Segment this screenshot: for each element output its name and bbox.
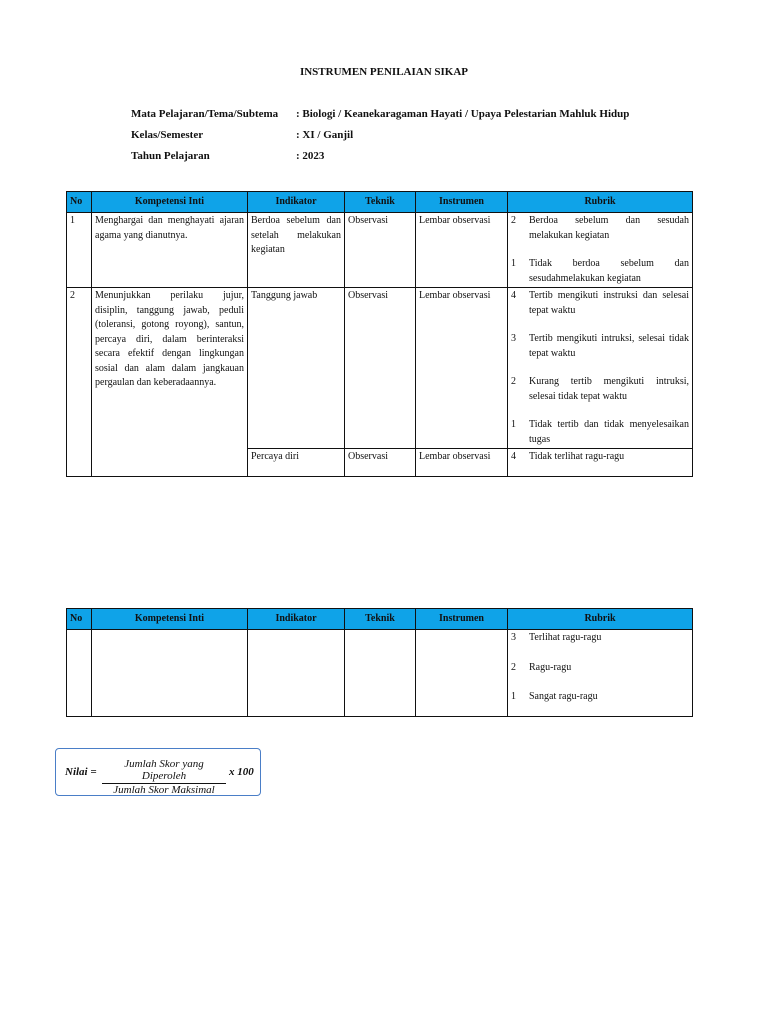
cell-indikator: Tanggung jawab: [248, 288, 345, 449]
cell-teknik: Observasi: [345, 213, 416, 288]
header-rubrik: Rubrik: [508, 192, 693, 213]
rubric-text: Tidak tertib dan tidak menyelesaikan tugas: [529, 419, 689, 445]
cell-rubrik: [508, 630, 693, 717]
meta-label: Kelas/Semester: [131, 129, 204, 141]
rubric-score: 1: [511, 258, 516, 269]
formula-lhs: Nilai =: [65, 766, 97, 778]
header-instrumen: Instrumen: [416, 192, 508, 213]
header-indikator: Indikator: [248, 192, 345, 213]
cell-indikator: Percaya diri: [248, 449, 345, 477]
header-indikator: Indikator: [248, 609, 345, 630]
rubric-text: Tertib mengikuti intruksi, selesai tidak tepat waktu: [529, 333, 689, 359]
rubric-item: [511, 289, 689, 318]
assessment-table-2: [66, 608, 693, 717]
table-row: [67, 288, 693, 449]
cell-kompetensi-inti: [92, 630, 248, 717]
header-kompetensi-inti: Kompetensi Inti: [92, 192, 248, 213]
formula-numerator: Jumlah Skor yang Diperoleh: [102, 758, 226, 784]
header-teknik: Teknik: [345, 609, 416, 630]
cell-instrumen: [416, 630, 508, 717]
rubric-item: [511, 257, 689, 286]
cell-teknik: [345, 630, 416, 717]
cell-kompetensi-inti: Menunjukkan perilaku jujur, disiplin, tanggung jawab, peduli (toleransi, gotong royong), santun, percaya diri, dalam berinteraksi secara efektif dengan lingkungan sosial dan alam dalam jangkauan pergaulan dan keberadaannya.: [92, 288, 248, 477]
cell-rubrik: [508, 213, 693, 288]
rubric-score: 2: [511, 215, 516, 226]
rubric-item: [511, 690, 689, 705]
rubric-score: 2: [511, 376, 516, 387]
cell-no: 1: [67, 213, 92, 288]
rubric-score: 4: [511, 451, 516, 462]
table-row: [67, 213, 693, 288]
document-title: INSTRUMEN PENILAIAN SIKAP: [299, 66, 469, 78]
cell-rubrik: [508, 449, 693, 477]
rubric-item: [511, 375, 689, 404]
cell-rubrik: [508, 288, 693, 449]
cell-instrumen: Lembar observasi: [416, 288, 508, 449]
rubric-score: 3: [511, 632, 516, 643]
meta-label: Tahun Pelajaran: [131, 150, 210, 162]
rubric-text: Berdoa sebelum dan sesudah melakukan kegiatan: [529, 215, 689, 241]
cell-instrumen: Lembar observasi: [416, 213, 508, 288]
cell-teknik: Observasi: [345, 449, 416, 477]
meta-value: : Biologi / Keanekaragaman Hayati / Upaya Pelestarian Mahluk Hidup: [296, 108, 630, 120]
rubric-text: Kurang tertib mengikuti intruksi, selesai tidak tepat waktu: [529, 376, 689, 402]
cell-indikator: [248, 630, 345, 717]
cell-no: [67, 630, 92, 717]
table-row: [67, 630, 693, 717]
rubric-item: [511, 214, 689, 243]
cell-no: 2: [67, 288, 92, 477]
rubric-score: 2: [511, 661, 516, 673]
cell-kompetensi-inti: Menghargai dan menghayati ajaran agama yang dianutnya.: [92, 213, 248, 288]
header-no: No: [67, 609, 92, 630]
rubric-text: Tertib mengikuti instruksi dan selesai tepat waktu: [529, 290, 689, 316]
meta-value: : 2023: [296, 150, 325, 162]
assessment-table-1: [66, 191, 693, 477]
rubric-score: 4: [511, 290, 516, 301]
header-instrumen: Instrumen: [416, 609, 508, 630]
header-teknik: Teknik: [345, 192, 416, 213]
cell-teknik: Observasi: [345, 288, 416, 449]
header-rubrik: Rubrik: [508, 609, 693, 630]
table-header-row: [67, 192, 693, 213]
formula-rhs: x 100: [229, 766, 254, 778]
meta-label: Mata Pelajaran/Tema/Subtema: [131, 108, 279, 120]
rubric-item: [511, 661, 689, 676]
rubric-item: [511, 631, 689, 646]
rubric-text: Terlihat ragu-ragu: [529, 632, 602, 643]
formula-denominator: Jumlah Skor Maksimal: [113, 784, 215, 796]
rubric-item: [511, 418, 689, 447]
meta-value: : XI / Ganjil: [296, 129, 354, 141]
header-no: No: [67, 192, 92, 213]
cell-indikator: Berdoa sebelum dan setelah melakukan kegiatan: [248, 213, 345, 288]
rubric-score: 1: [511, 691, 516, 702]
rubric-text: Ragu-ragu: [529, 661, 572, 673]
rubric-score: 3: [511, 333, 516, 344]
header-kompetensi-inti: Kompetensi Inti: [92, 609, 248, 630]
table-header-row: [67, 609, 693, 630]
cell-instrumen: Lembar observasi: [416, 449, 508, 477]
score-formula-box: [55, 748, 261, 796]
rubric-item: [511, 450, 689, 465]
rubric-text: Tidak berdoa sebelum dan sesudahmelakukan kegiatan: [529, 258, 689, 284]
rubric-item: [511, 332, 689, 361]
formula-fraction: [102, 758, 226, 796]
rubric-text: Tidak terlihat ragu-ragu: [529, 451, 625, 462]
rubric-score: 1: [511, 419, 516, 430]
rubric-text: Sangat ragu-ragu: [529, 691, 598, 702]
